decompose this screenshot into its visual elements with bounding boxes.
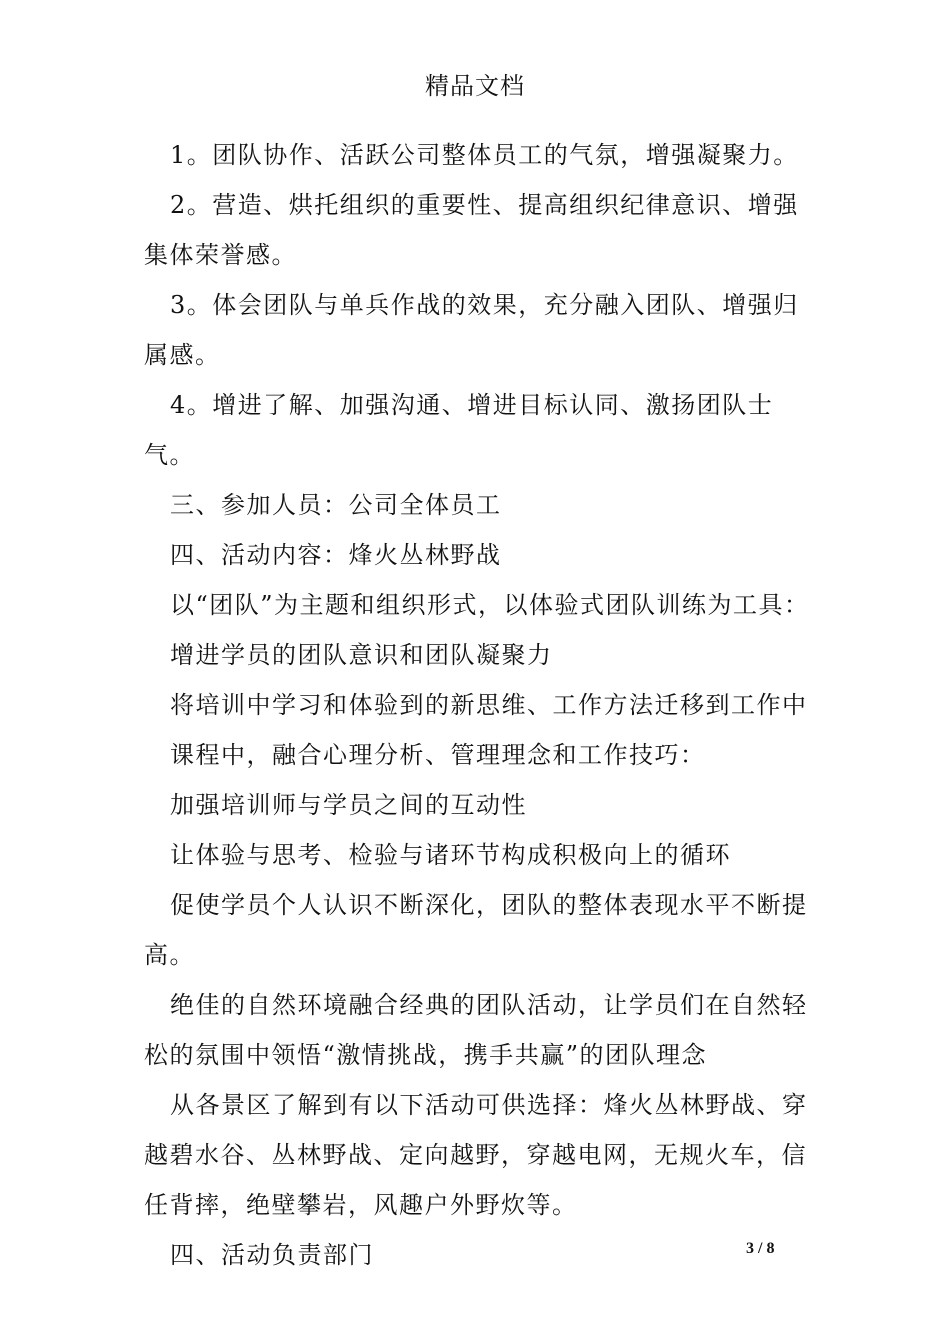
paragraph-interaction: 加强培训师与学员之间的互动性 xyxy=(170,791,527,819)
paragraph-objective-2: 2。营造、烘托组织的重要性、提高组织纪律意识、增强集体荣誉感。 xyxy=(144,191,799,269)
paragraph-team-awareness: 增进学员的团队意识和团队凝聚力 xyxy=(170,641,553,669)
paragraph-environment: 绝佳的自然环境融合经典的团队活动，让学员们在自然轻松的氛围中领悟“激情挑战，携手共赢”的团队理念 xyxy=(144,991,808,1069)
section-participants: 三、参加人员：公司全体员工 xyxy=(170,491,502,519)
paragraph-transfer-learning: 将培训中学习和体验到的新思维、工作方法迁移到工作中 xyxy=(170,691,808,719)
paragraph-theme: 以“团队”为主题和组织形式，以体验式团队训练为工具： xyxy=(170,591,810,619)
paragraph-activity-options: 从各景区了解到有以下活动可供选择：烽火丛林野战、穿越碧水谷、丛林野战、定向越野，穿越电网，无规火车，信任背摔，绝壁攀岩，风趣户外野炊等。 xyxy=(144,1091,808,1219)
paragraph-cycle: 让体验与思考、检验与诸环节构成积极向上的循环 xyxy=(170,841,731,869)
document-body xyxy=(144,130,824,1280)
paragraph-objective-3: 3。体会团队与单兵作战的效果，充分融入团队、增强归属感。 xyxy=(144,291,799,369)
paragraph-deepen-awareness: 促使学员个人认识不断深化，团队的整体表现水平不断提高。 xyxy=(144,891,808,969)
section-activity-content: 四、活动内容：烽火丛林野战 xyxy=(170,541,502,569)
section-responsible-department: 四、活动负责部门 xyxy=(170,1241,374,1269)
paragraph-objective-4: 4。增进了解、加强沟通、增进目标认同、激扬团队士气。 xyxy=(144,391,774,469)
paragraph-objective-1: 1。团队协作、活跃公司整体员工的气氛，增强凝聚力。 xyxy=(170,141,799,169)
paragraph-course-content: 课程中，融合心理分析、管理理念和工作技巧： xyxy=(170,741,706,769)
page-number: 3 / 8 xyxy=(746,1240,775,1257)
page-header-title: 精品文档 xyxy=(425,72,525,100)
